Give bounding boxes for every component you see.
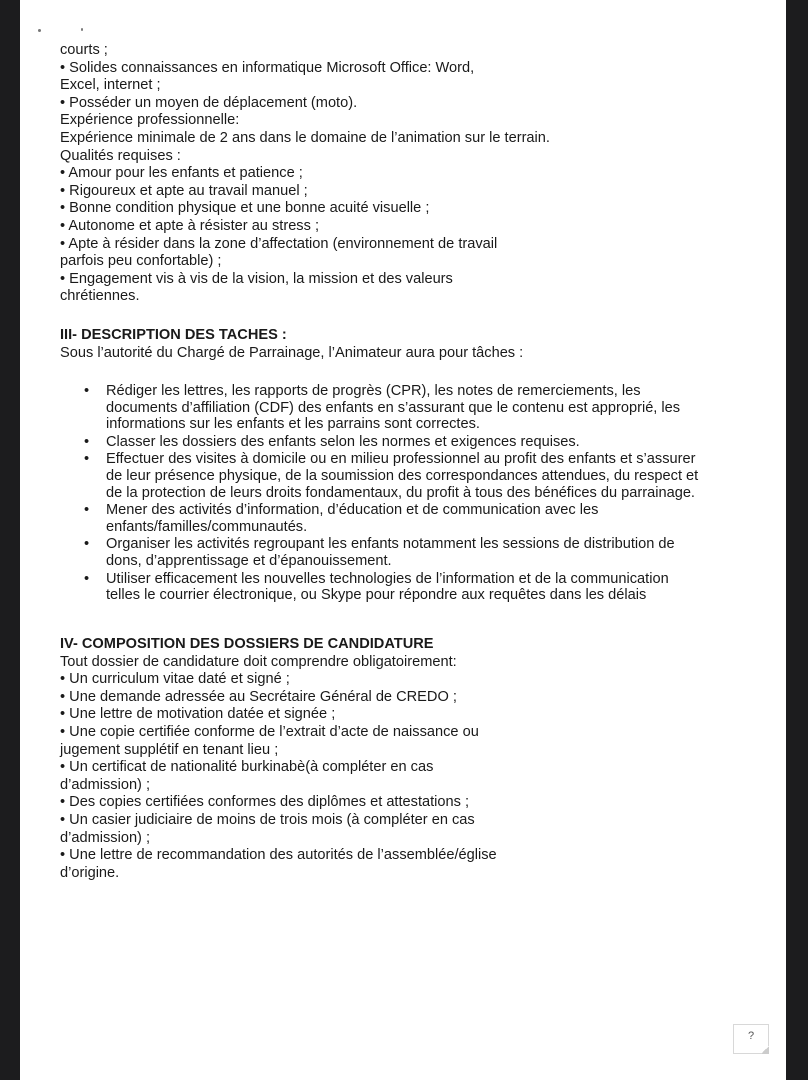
document-page xyxy=(20,0,786,1080)
requirement-line: chrétiennes. xyxy=(60,288,140,305)
bullet-icon: • xyxy=(84,383,90,399)
section-3 xyxy=(60,327,523,362)
page-number-box xyxy=(733,1024,769,1054)
section-3-intro: Sous l’autorité du Chargé de Parrainage, l’Animateur aura pour tâches : xyxy=(60,344,524,361)
dossier-item-line: d’admission) ; xyxy=(60,776,151,793)
dossier-item-line: • Une lettre de recommandation des autorités de l’assemblée/église xyxy=(60,847,497,864)
task-text-line: Effectuer des visites à domicile ou en milieu professionnel au profit des enfants et s’assurer xyxy=(106,451,696,468)
requirement-line: Expérience minimale de 2 ans dans le domaine de l’animation sur le terrain. xyxy=(60,129,550,146)
requirement-line: • Apte à résider dans la zone d’affectation (environnement de travail xyxy=(60,235,498,252)
task-text-line: enfants/familles/communautés. xyxy=(106,518,308,535)
dossier-item-line: • Un certificat de nationalité burkinabè(à compléter en cas xyxy=(60,759,434,776)
task-item xyxy=(20,434,698,451)
section-3-heading: III- DESCRIPTION DES TACHES : xyxy=(60,327,287,343)
task-item xyxy=(20,383,698,433)
scan-speck xyxy=(38,29,41,32)
dossier-item-line: • Un curriculum vitae daté et signé ; xyxy=(60,671,290,688)
task-item xyxy=(20,536,698,569)
bullet-icon: • xyxy=(84,570,90,587)
section-4-intro: Tout dossier de candidature doit comprendre obligatoirement: xyxy=(60,653,457,670)
dossier-item-line: • Des copies certifiées conformes des diplômes et attestations ; xyxy=(60,794,470,811)
requirement-line: • Autonome et apte à résister au stress ; xyxy=(60,217,320,234)
section-4 xyxy=(60,636,497,882)
task-text-line: dons, d’apprentissage et d’épanouissement. xyxy=(106,552,392,569)
task-text-line: de leur présence physique, de la soumission des correspondances attendues, du respect et xyxy=(106,467,699,484)
requirement-line: parfois peu confortable) ; xyxy=(60,253,222,270)
task-item xyxy=(20,451,698,501)
page-curl-icon xyxy=(761,1046,769,1054)
scan-speck xyxy=(81,28,83,31)
task-item xyxy=(20,502,698,535)
bullet-icon: • xyxy=(84,433,90,450)
task-text-line: informations sur les enfants et les parrains sont correctes. xyxy=(106,416,480,433)
task-text-line: telles le courrier électronique, ou Skype pour répondre aux requêtes dans les délais xyxy=(106,587,647,604)
requirement-line: Excel, internet ; xyxy=(60,77,161,94)
task-text-line: de la protection de leurs droits fondamentaux, du profit à tous des bénéfices du parrainage. xyxy=(106,484,695,501)
task-text-line: Mener des activités d’information, d’éducation et de communication avec les xyxy=(106,502,599,519)
dossier-item-line: d’origine. xyxy=(60,864,120,881)
bullet-icon: • xyxy=(84,536,90,553)
section-4-heading: IV- COMPOSITION DES DOSSIERS DE CANDIDATURE xyxy=(60,636,434,652)
task-list xyxy=(20,383,698,605)
page-number: ? xyxy=(747,1030,755,1042)
requirement-line: • Bonne condition physique et une bonne acuité visuelle ; xyxy=(60,200,430,217)
task-text-line: Classer les dossiers des enfants selon les normes et exigences requises. xyxy=(106,433,580,450)
task-text-line: Utiliser efficacement les nouvelles technologies de l’information et de la communication xyxy=(106,570,669,587)
section-4-lines xyxy=(60,654,497,883)
requirement-line: • Engagement vis à vis de la vision, la mission et des valeurs xyxy=(60,270,453,287)
requirement-line: Qualités requises : xyxy=(60,147,181,164)
task-text-line: Organiser les activités regroupant les enfants notamment les sessions de distribution de xyxy=(106,536,675,553)
dossier-item-line: • Une copie certifiée conforme de l’extrait d’acte de naissance ou xyxy=(60,723,479,740)
dossier-item-line: jugement supplétif en tenant lieu ; xyxy=(60,741,279,758)
requirement-line: courts ; xyxy=(60,42,108,58)
requirement-line: • Solides connaissances en informatique Microsoft Office: Word, xyxy=(60,59,475,76)
dossier-item-line: • Un casier judiciaire de moins de trois mois (à compléter en cas xyxy=(60,811,475,828)
requirement-line: • Amour pour les enfants et patience ; xyxy=(60,165,303,182)
dossier-item-line: d’admission) ; xyxy=(60,829,151,846)
requirement-line: • Posséder un moyen de déplacement (moto). xyxy=(60,94,358,111)
task-text-line: documents d’affiliation (CDF) des enfants en s’assurant que le contenu est approprié, les xyxy=(106,399,681,416)
task-text-line: Rédiger les lettres, les rapports de progrès (CPR), les notes de remerciements, les xyxy=(106,383,641,399)
dossier-item-line: • Une demande adressée au Secrétaire Général de CREDO ; xyxy=(60,688,457,705)
requirement-line: • Rigoureux et apte au travail manuel ; xyxy=(60,182,308,199)
requirements-block xyxy=(60,42,550,306)
dossier-item-line: • Une lettre de motivation datée et signée ; xyxy=(60,706,336,723)
bullet-icon: • xyxy=(84,502,90,519)
bullet-icon: • xyxy=(84,451,90,468)
task-item xyxy=(20,571,698,604)
requirement-line: Expérience professionnelle: xyxy=(60,112,240,129)
